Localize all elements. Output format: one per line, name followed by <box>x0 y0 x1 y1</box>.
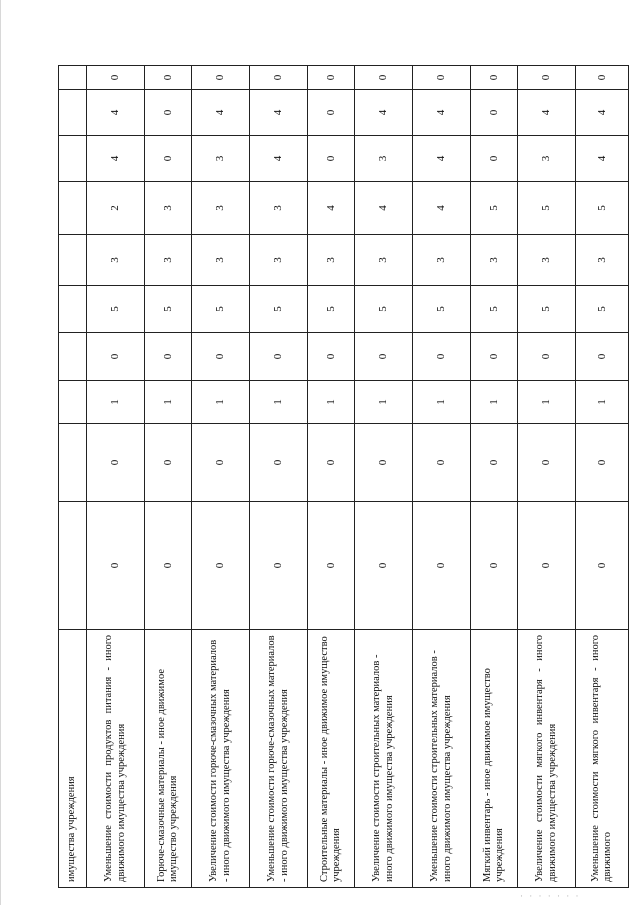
code-cell: 3 <box>576 235 629 286</box>
code-cell: 0 <box>145 502 192 630</box>
table-row <box>145 66 192 888</box>
row-name-cell: Горюче-смазочные материалы - иное движимое имущество учреждения <box>145 630 192 888</box>
code-cell: 4 <box>355 90 413 136</box>
code-cell: 4 <box>250 90 308 136</box>
code-cell: 1 <box>355 381 413 424</box>
table-row <box>355 66 413 888</box>
code-cell: 0 <box>250 424 308 502</box>
header-name-cell: имущества учреждения <box>59 630 87 888</box>
header-cell <box>59 136 87 182</box>
code-cell: 0 <box>518 333 576 381</box>
code-cell: 0 <box>413 502 471 630</box>
rotated-table-wrapper <box>58 68 618 888</box>
code-cell: 3 <box>250 235 308 286</box>
code-cell: 5 <box>518 182 576 235</box>
header-cell <box>59 424 87 502</box>
code-cell: 4 <box>576 136 629 182</box>
code-cell: 0 <box>355 424 413 502</box>
code-cell: 0 <box>192 502 250 630</box>
code-cell: 0 <box>413 66 471 90</box>
code-cell: 5 <box>87 286 145 333</box>
code-cell: 1 <box>471 381 518 424</box>
code-cell: 3 <box>355 136 413 182</box>
code-cell: 5 <box>576 286 629 333</box>
code-cell: 0 <box>518 66 576 90</box>
code-cell: 3 <box>308 235 355 286</box>
header-cell <box>59 502 87 630</box>
code-cell: 0 <box>145 333 192 381</box>
code-cell: 4 <box>192 90 250 136</box>
code-cell: 0 <box>145 90 192 136</box>
row-name-cell: Уменьшение стоимости продуктов питания - иного движимого имущества учреждения <box>87 630 145 888</box>
header-cell <box>59 286 87 333</box>
code-cell: 4 <box>518 90 576 136</box>
code-cell: 5 <box>518 286 576 333</box>
code-cell: 3 <box>355 235 413 286</box>
header-cell <box>59 90 87 136</box>
code-cell: 4 <box>87 136 145 182</box>
code-cell: 0 <box>413 424 471 502</box>
code-cell: 3 <box>518 136 576 182</box>
row-name-cell: Увеличение стоимости строительных материалов - иного движимого имущества учреждения <box>355 630 413 888</box>
code-cell: 5 <box>192 286 250 333</box>
code-cell: 1 <box>576 381 629 424</box>
code-cell: 0 <box>308 90 355 136</box>
code-cell: 3 <box>192 182 250 235</box>
code-cell: 0 <box>355 502 413 630</box>
code-cell: 3 <box>250 182 308 235</box>
code-cell: 1 <box>518 381 576 424</box>
code-cell: 0 <box>471 502 518 630</box>
code-cell: 3 <box>518 235 576 286</box>
code-cell: 4 <box>413 90 471 136</box>
code-cell: 0 <box>87 333 145 381</box>
code-cell: 3 <box>145 182 192 235</box>
code-cell: 0 <box>308 502 355 630</box>
header-cell <box>59 381 87 424</box>
accounts-table <box>58 65 629 888</box>
code-cell: 1 <box>250 381 308 424</box>
code-cell: 0 <box>308 424 355 502</box>
code-cell: 1 <box>145 381 192 424</box>
row-name-cell: Мягкий инвентарь - иное движимое имущество учреждения <box>471 630 518 888</box>
code-cell: 0 <box>576 333 629 381</box>
code-cell: 0 <box>471 333 518 381</box>
code-cell: 0 <box>192 333 250 381</box>
table-row <box>518 66 576 888</box>
code-cell: 3 <box>413 235 471 286</box>
code-cell: 0 <box>250 66 308 90</box>
code-cell: 0 <box>471 90 518 136</box>
code-cell: 5 <box>471 286 518 333</box>
code-cell: 4 <box>308 182 355 235</box>
code-cell: 5 <box>250 286 308 333</box>
code-cell: 5 <box>308 286 355 333</box>
code-cell: 5 <box>576 182 629 235</box>
code-cell: 0 <box>576 502 629 630</box>
code-cell: 1 <box>192 381 250 424</box>
code-cell: 0 <box>355 333 413 381</box>
table-row <box>576 66 629 888</box>
header-cell <box>59 66 87 90</box>
code-cell: 4 <box>250 136 308 182</box>
header-cell <box>59 235 87 286</box>
code-cell: 0 <box>471 66 518 90</box>
header-cell <box>59 333 87 381</box>
table-row <box>87 66 145 888</box>
code-cell: 0 <box>518 502 576 630</box>
table-row <box>308 66 355 888</box>
table-row <box>413 66 471 888</box>
code-cell: 3 <box>145 235 192 286</box>
code-cell: 0 <box>576 424 629 502</box>
code-cell: 0 <box>145 136 192 182</box>
header-cell <box>59 182 87 235</box>
table-row <box>192 66 250 888</box>
code-cell: 0 <box>87 66 145 90</box>
page-edge <box>0 0 1 905</box>
row-name-cell: Увеличение стоимости горюче-смазочных материалов - иного движимого имущества учреждения <box>192 630 250 888</box>
code-cell: 0 <box>413 333 471 381</box>
row-name-cell: Строительные материалы - иное движимое имущество учреждения <box>308 630 355 888</box>
code-cell: 1 <box>413 381 471 424</box>
code-cell: 0 <box>518 424 576 502</box>
row-name-cell: Уменьшение стоимости строительных материалов - иного движимого имущества учреждения <box>413 630 471 888</box>
code-cell: 0 <box>576 66 629 90</box>
code-cell: 0 <box>308 66 355 90</box>
code-cell: 0 <box>192 66 250 90</box>
code-cell: 1 <box>308 381 355 424</box>
code-cell: 0 <box>145 424 192 502</box>
code-cell: 0 <box>308 136 355 182</box>
code-cell: 2 <box>87 182 145 235</box>
code-cell: 0 <box>355 66 413 90</box>
table-header-row <box>59 66 87 888</box>
code-cell: 0 <box>471 424 518 502</box>
code-cell: 0 <box>87 502 145 630</box>
code-cell: 3 <box>87 235 145 286</box>
table-row <box>250 66 308 888</box>
code-cell: 1 <box>87 381 145 424</box>
code-cell: 4 <box>576 90 629 136</box>
code-cell: 4 <box>355 182 413 235</box>
code-cell: 0 <box>250 502 308 630</box>
code-cell: 3 <box>192 235 250 286</box>
row-name-cell: Уменьшение стоимости горюче-смазочных материалов - иного движимого имущества учреждения <box>250 630 308 888</box>
code-cell: 5 <box>145 286 192 333</box>
row-name-cell: Уменьшение стоимости мягкого инвентаря - иного движимого <box>576 630 629 888</box>
code-cell: 4 <box>413 182 471 235</box>
scan-artifact: · · · · · · · <box>520 891 581 901</box>
code-cell: 3 <box>192 136 250 182</box>
code-cell: 3 <box>471 235 518 286</box>
code-cell: 5 <box>471 182 518 235</box>
code-cell: 0 <box>308 333 355 381</box>
code-cell: 4 <box>87 90 145 136</box>
code-cell: 0 <box>87 424 145 502</box>
code-cell: 0 <box>250 333 308 381</box>
table-row <box>471 66 518 888</box>
row-name-cell: Увеличение стоимости мягкого инвентаря - иного движимого имущества учреждения <box>518 630 576 888</box>
code-cell: 0 <box>145 66 192 90</box>
code-cell: 5 <box>413 286 471 333</box>
code-cell: 0 <box>471 136 518 182</box>
code-cell: 4 <box>413 136 471 182</box>
code-cell: 0 <box>192 424 250 502</box>
code-cell: 5 <box>355 286 413 333</box>
